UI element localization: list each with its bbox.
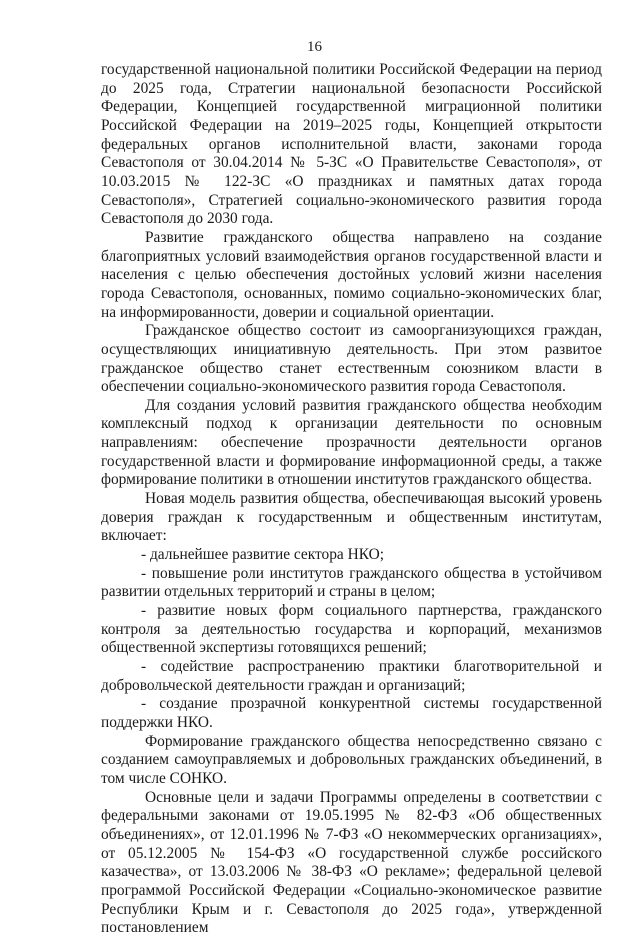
paragraph-sonko: Формирование гражданского общества непосредственно связано с созданием самоуправляемых и добровольных гражданских объединений, в том числе СОНКО. [101, 732, 602, 787]
list-item: - дальнейшее развитие сектора НКО; [141, 546, 384, 564]
page-number: 16 [307, 39, 322, 55]
list-item: - развитие новых форм социального партнерства, гражданского контроля за деятельностью государства и корпораций, механизмов общественной экспертизы готовящихся решений; [101, 602, 602, 657]
paragraph-new-model: Новая модель развития общества, обеспечивающая высокий уровень доверия граждан к государственным и общественным институтам, включает: [101, 490, 602, 545]
paragraph-civil-society-development: Развитие гражданского общества направлено на создание благоприятных условий взаимодействия органов государственной власти и населения с целью обеспечения достойных условий жизни населения города Севастополя, основанных, помимо социально-экономических благ, на информированности, доверии и социальной ориентации. [101, 228, 602, 321]
document-body [101, 61, 602, 938]
paragraph-continued: государственной национальной политики Российской Федерации на период до 2025 года, Стратегии национальной безопасности Российской Федерации, Концепцией государственной миграционной политики Российской Федерации на 2019–2025 годы, Концепцией открытости федеральных органов исполнительной власти, законами города Севастополя от 30.04.2014 № 5-ЗС «О Правительстве Севастополя», от 10.03.2015 № 122-ЗС «О праздниках и памятных датах города Севастополя», Стратегией социально-экономического развития города Севастополя до 2030 года. [101, 61, 602, 228]
list-item: - содействие распространению практики благотворительной и добровольческой деятельности граждан и организаций; [101, 658, 602, 694]
list-item: - повышение роли институтов гражданского общества в устойчивом развитии отдельных территорий и страны в целом; [101, 564, 602, 601]
list-item: - создание прозрачной конкурентной системы государственной поддержки НКО. [101, 695, 602, 731]
paragraph-comprehensive-approach: Для создания условий развития гражданского общества необходим комплексный подход к организации деятельности по основным направлениям: обеспечение прозрачности деятельности органов государственной власти и формирование информационной среды, а также формирование политики в отношении институтов гражданского общества. [101, 396, 602, 489]
paragraph-civil-society-composition: Гражданское общество состоит из самоорганизующихся граждан, осуществляющих инициативную деятельность. При этом развитое гражданское общество станет естественным союзником власти в обеспечении социально-экономического развития города Севастополя. [101, 322, 602, 396]
paragraph-program-goals: Основные цели и задачи Программы определены в соответствии с федеральными законами от 19.05.1995 № 82-ФЗ «Об общественных объединениях», от 12.01.1996 № 7-ФЗ «О некоммерческих организациях», от 05.12.2005 № 154-ФЗ «О государственной службе российского казачества», от 13.03.2006 № 38-ФЗ «О рекламе»; федеральной целевой программой Российской Федерации «Социально-экономическое развитие Республики Крым и г. Севастополя до 2025 года», утвержденной постановлением [101, 788, 602, 937]
